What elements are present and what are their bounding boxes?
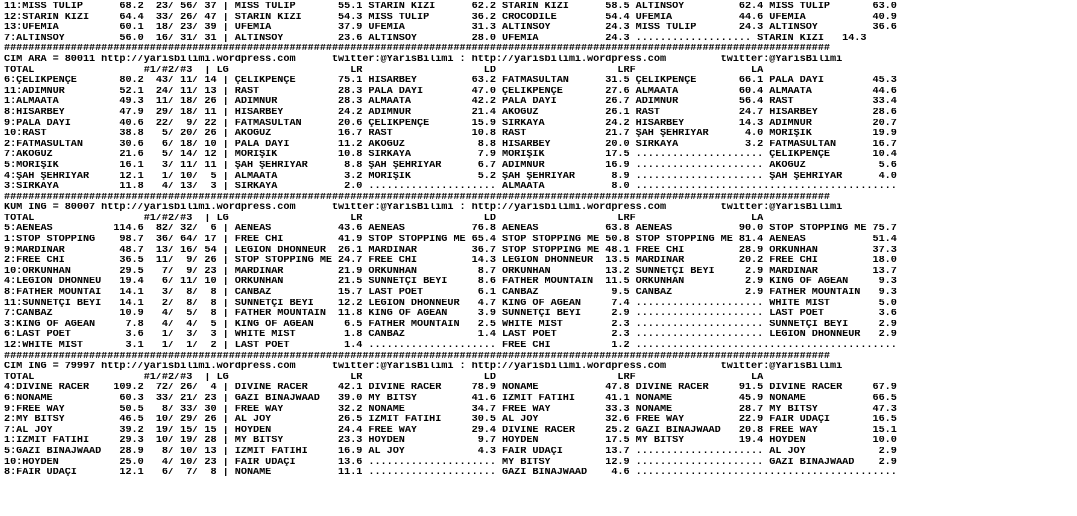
text-line: 3:KING OF AGEAN 7.8 4/ 4/ 5 | KING OF AGEAN 6.5 FATHER MOUNTAIN 2.5 WHITE MIST 2.3 ..................... SÜNNETÇİ BEYİ 2.9: [4, 319, 897, 330]
text-line: 12:STARIN KIZI 64.4 33/ 26/ 47 | STARIN KIZI 54.3 MISS TULIP 36.2 CROCODILE 54.4 UFEMIA 44.6 UFEMIA 40.9: [4, 12, 897, 23]
text-line: 11:ADIMNUR 52.1 24/ 11/ 13 | RAST 28.3 PALA DAYI 47.0 ÇELİKPENÇE 27.6 ALMAATA 60.4 ALMAATA 44.6: [4, 86, 897, 97]
text-line: 13:UFEMIA 60.1 18/ 23/ 39 | UFEMIA 37.9 UFEMIA 31.3 ALTINSOY 24.3 MISS TULIP 24.3 ALTINSOY 36.6: [4, 23, 897, 34]
text-line: 11:SÜNNETÇİ BEYİ 14.1 2/ 8/ 8 | SÜNNETÇİ BEYİ 12.2 LEGION DHONNEUR 4.7 KING OF AGEAN 7.4 ..................... WHITE MIST 5.0: [4, 298, 897, 309]
text-line: 7:AL JOY 39.2 19/ 15/ 15 | HOYDEN 24.4 FREE WAY 29.4 DIVINE RACER 25.2 GAZI BINAJWAAD 20.8 FREE WAY 15.1: [4, 425, 897, 436]
text-line: 11:MISS TULIP 68.2 23/ 56/ 37 | MISS TULIP 55.1 STARIN KIZI 62.2 STARIN KIZI 58.5 ALTINSOY 62.4 MISS TULIP 63.0: [4, 2, 897, 12]
text-line: 6:LAST POET 3.6 1/ 3/ 3 | WHITE MIST 1.8 CANBAZ 1.4 LAST POET 2.3 ..................... LEGION DHONNEUR 2.9: [4, 330, 897, 341]
text-line: 8:FATHER MOUNTAI 14.1 3/ 8/ 8 | CANBAZ 15.7 LAST POET 6.1 CANBAZ 9.5 CANBAZ 2.9 FATHER MOUNTAIN 9.3: [4, 288, 897, 299]
text-line: 5:AENEAS 114.6 82/ 32/ 6 | AENEAS 43.6 AENEAS 76.8 AENEAS 63.8 AENEAS 90.0 STOP STOPPING ME 75.7: [4, 224, 897, 235]
text-line: 9:FREE WAY 50.5 8/ 33/ 30 | FREE WAY 32.2 NONAME 34.7 FREE WAY 33.3 NONAME 28.7 MY BITSY 47.3: [4, 404, 897, 415]
text-line: 10:HOYDEN 25.0 4/ 10/ 23 | FAIR UDAÇİ 13.6 ..................... MY BITSY 12.9 ..................... GAZI BINAJWAAD 2.9: [4, 457, 897, 468]
text-line: 7:CANBAZ 10.9 4/ 5/ 8 | FATHER MOUNTAIN 11.8 KING OF AGEAN 3.9 SÜNNETÇİ BEYİ 2.9 ..................... LAST POET 3.6: [4, 309, 897, 320]
text-line: 8:HİSARBEY 47.9 29/ 18/ 11 | HİSARBEY 24.2 ADIMNUR 21.4 AKOĞUZ 26.1 RAST 24.7 HİSARBEY 28.6: [4, 107, 897, 118]
text-line: 2:MY BITSY 46.5 10/ 29/ 26 | AL JOY 26.5 İZMİT FATİHİ 30.5 AL JOY 32.6 FREE WAY 22.9 FAIR UDAÇİ 16.5: [4, 415, 897, 426]
separator-line: ########################################################################################################################################: [4, 351, 830, 362]
separator-line: ########################################################################################################################################: [4, 192, 830, 203]
text-line: KUM ING = 80007 http://yarisbilimi.wordpress.com twitter:@YarisBilimi : http://yarisbilimi.wordpress.com twitter:@YarisBilimi: [4, 203, 843, 214]
text-line: 7:ALTINSOY 56.0 16/ 31/ 31 | ALTINSOY 23.6 ALTINSOY 28.0 UFEMIA 24.3 ................... STARIN KIZI 14.3: [4, 33, 867, 44]
text-line: TOTAL #1/#2/#3 | LG LR LD LRF LA: [4, 213, 764, 224]
text-line: 8:FAIR UDAÇİ 12.1 6/ 7/ 8 | NONAME 11.1 ..................... GAZI BINAJWAAD 4.6 ...........................................: [4, 468, 897, 479]
text-line: 1:İZMİT FATİHİ 29.3 10/ 19/ 28 | MY BITSY 23.3 HOYDEN 9.7 HOYDEN 17.5 MY BITSY 19.4 HOYDEN 10.0: [4, 436, 897, 447]
text-line: CIM ARA = 80011 http://yarisbilimi.wordpress.com twitter:@YarisBilimi : http://yarisbilimi.wordpress.com twitter:@YarisBilimi: [4, 54, 843, 65]
text-line: 1:STOP STOPPING 98.7 36/ 64/ 17 | FREE CHI 41.9 STOP STOPPING ME 65.4 STOP STOPPING ME 50.8 STOP STOPPING ME 81.4 AENEAS 51.4: [4, 235, 897, 246]
text-line: 9:MARDINAR 48.7 13/ 16/ 54 | LEGION DHONNEUR 26.1 MARDINAR 36.7 STOP STOPPING ME 48.1 FREE CHI 28.9 ORKUNHAN 37.3: [4, 245, 897, 256]
text-line: 7:AKOĞUZ 21.6 5/ 14/ 12 | MORİŞİK 10.8 SIRKAYA 7.9 MORİŞİK 17.5 ..................... ÇELİKPENÇE 10.4: [4, 150, 897, 161]
text-line: 3:SIRKAYA 11.8 4/ 13/ 3 | SIRKAYA 2.0 ..................... ALMAATA 8.0 ...........................................: [4, 182, 897, 193]
text-line: CIM ING = 79997 http://yarisbilimi.wordpress.com twitter:@YarisBilimi : http://yarisbilimi.wordpress.com twitter:@YarisBilimi: [4, 362, 843, 373]
text-line: 4:DIVINE RACER 109.2 72/ 26/ 4 | DIVINE RACER 42.1 DIVINE RACER 78.9 NONAME 47.8 DIVINE RACER 91.5 DIVINE RACER 67.9: [4, 383, 897, 394]
text-line: 6:NONAME 60.3 33/ 21/ 23 | GAZI BINAJWAAD 39.0 MY BITSY 41.6 İZMİT FATİHİ 41.1 NONAME 45.9 NONAME 66.5: [4, 393, 897, 404]
text-line: 5:MORİŞİK 16.1 3/ 11/ 11 | ŞAH ŞEHRİYAR 8.8 ŞAH ŞEHRİYAR 6.7 ADIMNUR 16.9 ..................... AKOĞUZ 5.6: [4, 160, 897, 171]
text-line: 9:PALA DAYI 40.6 22/ 9/ 22 | FATMASULTAN 20.6 ÇELİKPENÇE 15.9 SIRKAYA 24.2 HİSARBEY 14.3 ADIMNUR 20.7: [4, 118, 897, 129]
text-line: 4:ŞAH ŞEHRİYAR 12.1 1/ 10/ 5 | ALMAATA 3.2 MORİŞİK 5.2 ŞAH ŞEHRİYAR 8.9 ..................... ŞAH ŞEHRİYAR 4.0: [4, 171, 897, 182]
text-line: 1:ALMAATA 49.3 11/ 18/ 26 | ADIMNUR 28.3 ALMAATA 42.2 PALA DAYI 26.7 ADIMNUR 56.4 RAST 33.4: [4, 97, 897, 108]
separator-line: ########################################################################################################################################: [4, 44, 830, 55]
text-line: TOTAL #1/#2/#3 | LG LR LD LRF LA: [4, 372, 764, 383]
text-line: 4:LEGION DHONNEU 19.4 6/ 11/ 10 | ORKUNHAN 21.5 SÜNNETÇİ BEYİ 8.6 FATHER MOUNTAIN 11.5 ORKUNHAN 2.9 KING OF AGEAN 9.3: [4, 277, 897, 288]
text-line: 10:ORKUNHAN 29.5 7/ 9/ 23 | MARDINAR 21.9 ORKUNHAN 8.7 ORKUNHAN 13.2 SÜNNETÇİ BEYİ 2.9 MARDINAR 13.7: [4, 266, 897, 277]
text-line: 6:ÇELİKPENÇE 80.2 43/ 11/ 14 | ÇELİKPENÇE 75.1 HİSARBEY 63.2 FATMASULTAN 31.5 ÇELİKPENÇE 66.1 PALA DAYI 45.3: [4, 76, 897, 87]
text-line: TOTAL #1/#2/#3 | LG LR LD LRF LA: [4, 65, 764, 76]
text-line: 2:FREE CHI 36.5 11/ 9/ 26 | STOP STOPPING ME 24.7 FREE CHI 14.3 LEGION DHONNEUR 13.5 MARDINAR 20.2 FREE CHI 18.0: [4, 256, 897, 267]
text-line: 10:RAST 38.8 5/ 20/ 26 | AKOĞUZ 16.7 RAST 10.8 RAST 21.7 ŞAH ŞEHRİYAR 4.0 MORİŞİK 19.9: [4, 129, 897, 140]
text-line: 5:GAZI BINAJWAAD 28.9 8/ 10/ 13 | İZMİT FATİHİ 16.9 AL JOY 4.3 FAIR UDAÇİ 13.7 ..................... AL JOY 2.9: [4, 446, 897, 457]
text-line: 2:FATMASULTAN 30.6 6/ 18/ 10 | PALA DAYI 11.2 AKOĞUZ 8.8 HİSARBEY 20.0 SIRKAYA 3.2 FATMASULTAN 16.7: [4, 139, 897, 150]
text-line: 12:WHITE MIST 3.1 1/ 1/ 2 | LAST POET 1.4 ..................... FREE CHI 1.2 ...........................................: [4, 341, 897, 351]
